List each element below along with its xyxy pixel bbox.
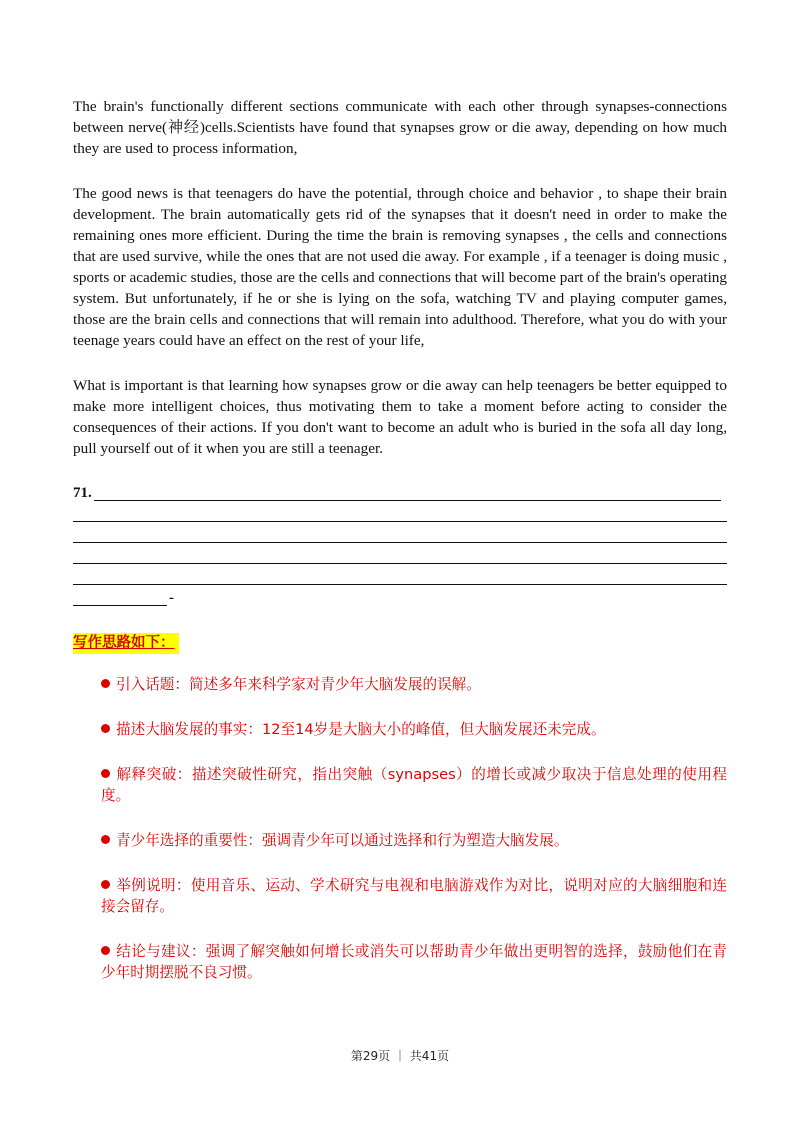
tip-item bbox=[101, 941, 727, 983]
tip-text: 解释突破：描述突破性研究，指出突触（synapses）的增长或减少取决于信息处理的使用程度。 bbox=[101, 766, 727, 804]
tip-text: 引入话题：简述多年来科学家对青少年大脑发展的误解。 bbox=[116, 676, 481, 693]
writing-tips-list bbox=[73, 674, 727, 983]
bullet-icon bbox=[101, 835, 110, 844]
tip-text: 举例说明：使用音乐、运动、学术研究与电视和电脑游戏作为对比，说明对应的大脑细胞和连接会留存。 bbox=[101, 877, 727, 915]
bullet-icon bbox=[101, 679, 110, 688]
answer-line[interactable] bbox=[73, 483, 727, 504]
answer-line[interactable] bbox=[73, 588, 727, 609]
tip-item bbox=[101, 674, 727, 695]
answer-end-mark: - bbox=[169, 590, 174, 606]
paragraph-3: What is important is that learning how synapses grow or die away can help teenagers be better equipped to make more intelligent choices, thus motivating them to take a moment before acting to consider the consequences of their actions. If you don't want to become an adult who is buried in the sofa all day long, pull yourself out of it when you are still a teenager. bbox=[73, 377, 727, 457]
tip-item bbox=[101, 764, 727, 806]
answer-line[interactable] bbox=[73, 546, 727, 567]
document-page bbox=[73, 96, 727, 1007]
bullet-icon bbox=[101, 769, 110, 778]
tip-text: 描述大脑发展的事实：12至14岁是大脑大小的峰值，但大脑发展还未完成。 bbox=[116, 721, 606, 738]
paragraph-1: The brain's functionally different sections communicate with each other through synapses-connections between nerve(神经)cells.Scientists have found that synapses grow or die away, depending on how much they are used to process information, bbox=[73, 98, 727, 157]
answer-line[interactable] bbox=[73, 525, 727, 546]
tip-item bbox=[101, 875, 727, 917]
writing-tips-heading: 写作思路如下： bbox=[73, 633, 179, 654]
paragraph-2: The good news is that teenagers do have the potential, through choice and behavior , to shape their brain development. The brain automatically gets rid of the synapses that it doesn't need in order to make the remaining ones more efficient. During the time the brain is removing synapses , the cells and connections that are used survive, while the ones that are not used die away. For example , if a teenager is doing music , sports or academic studies, those are the cells and connections that will become part of the brain's operating system. But unfortunately, if he or she is lying on the sofa, watching TV and playing computer games, those are the brain cells and connections that will remain into adulthood. Therefore, what you do with your teenage years could have an effect on the rest of your life, bbox=[73, 185, 727, 349]
tip-text: 结论与建议：强调了解突触如何增长或消失可以帮助青少年做出更明智的选择，鼓励他们在青少年时期摆脱不良习惯。 bbox=[101, 943, 727, 981]
tip-item bbox=[101, 719, 727, 740]
answer-area bbox=[73, 483, 727, 609]
answer-line[interactable] bbox=[73, 504, 727, 525]
bullet-icon bbox=[101, 880, 110, 889]
bullet-icon bbox=[101, 724, 110, 733]
page-footer: 第29页 ｜ 共41页 bbox=[350, 1049, 450, 1063]
question-number: 71. bbox=[73, 483, 94, 504]
bullet-icon bbox=[101, 946, 110, 955]
tip-item bbox=[101, 830, 727, 851]
answer-line[interactable] bbox=[73, 567, 727, 588]
tip-text: 青少年选择的重要性：强调青少年可以通过选择和行为塑造大脑发展。 bbox=[116, 832, 569, 849]
